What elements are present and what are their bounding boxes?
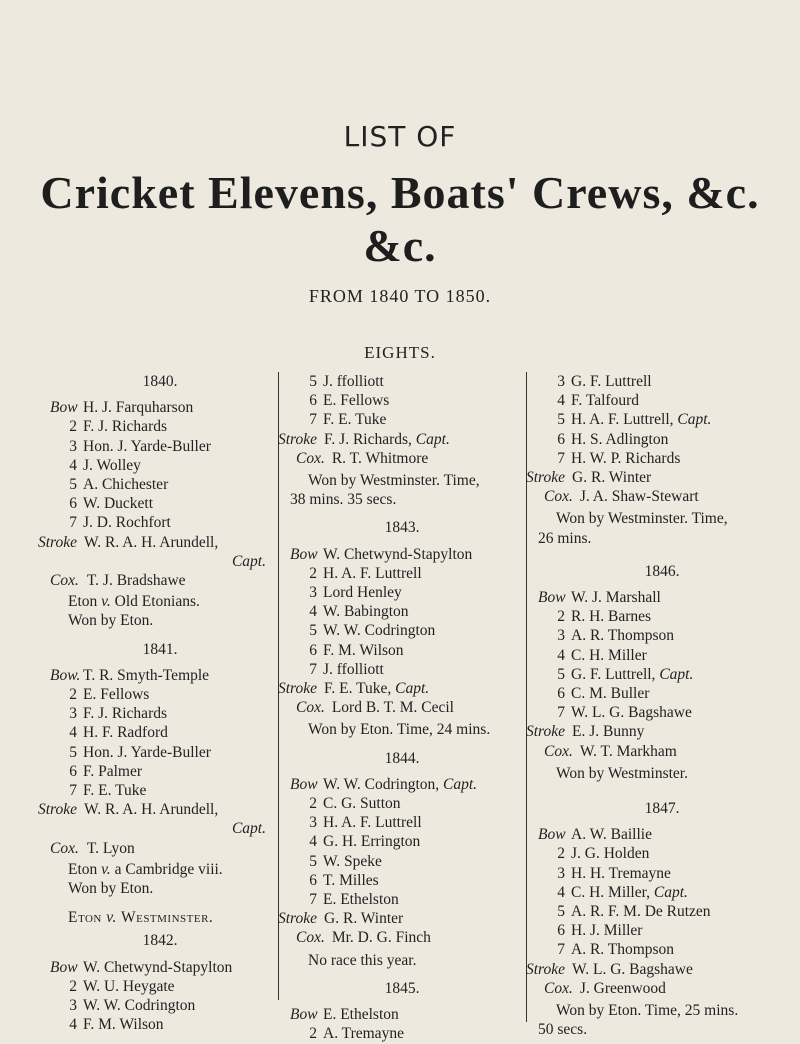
column-3 <box>526 372 786 1040</box>
crew-row <box>278 430 514 449</box>
rower-name: Hon. J. Yarde-Buller <box>83 743 211 761</box>
rower-name: J. ffolliott <box>323 660 384 678</box>
seat-label: 2 <box>557 845 565 863</box>
rower-name: F. M. Wilson <box>323 641 404 659</box>
stroke-row <box>526 960 786 979</box>
crew-row <box>290 813 514 832</box>
crew-row <box>290 372 514 391</box>
cox-row: Cox. T. J. Bradshawe <box>50 572 186 590</box>
rower-name: J. G. Holden <box>571 845 650 863</box>
seat-label: 2 <box>309 1025 317 1043</box>
rower-name: G. F. Luttrell, Capt. <box>571 665 694 683</box>
crew-row <box>50 437 270 456</box>
seat-label: Bow <box>290 775 318 793</box>
stroke-row <box>526 722 786 741</box>
rower-name: W. Chetwynd-Stapylton <box>83 958 233 976</box>
rower-name: W. L. G. Bagshawe <box>571 704 692 722</box>
crew-list-1846 <box>538 588 786 665</box>
rower-name: J. ffolliott <box>323 373 384 390</box>
seat-label: Cox. <box>296 699 325 717</box>
rower-name: A. R. F. M. De Rutzen <box>571 903 711 921</box>
seat-label: 5 <box>309 622 317 640</box>
section-heading-eights: EIGHTS. <box>364 343 436 362</box>
rower-name: G. H. Errington <box>323 833 421 851</box>
seat-label: 3 <box>557 627 565 645</box>
crew-row <box>290 871 514 890</box>
crew-row <box>538 844 786 863</box>
rower-name: A. R. Thompson <box>571 627 675 645</box>
crew-row <box>538 588 786 607</box>
rower-name: J. Greenwood <box>579 979 666 997</box>
year-heading: 1840. <box>142 373 178 390</box>
seat-label: Bow <box>50 958 78 976</box>
rower-name: W. Chetwynd-Stapylton <box>323 545 473 563</box>
race-time: 50 secs. <box>538 1021 588 1039</box>
seat-label: 7 <box>557 449 565 467</box>
rower-name: J. A. Shaw-Stewart <box>579 488 699 506</box>
crew-row <box>538 979 786 998</box>
rower-name: E. Fellows <box>323 392 390 410</box>
seat-label: 6 <box>309 871 317 889</box>
rower-name: R. H. Barnes <box>571 608 652 626</box>
seat-label: Cox. <box>544 979 573 997</box>
seat-label: Bow. <box>50 666 81 684</box>
race-result: Won by Eton. <box>68 880 154 898</box>
crew-row <box>526 722 786 741</box>
crew-row <box>50 723 270 742</box>
seat-label: 3 <box>557 864 565 882</box>
seat-label: 5 <box>557 903 565 921</box>
seat-label: 2 <box>557 608 565 626</box>
rower-name: C. M. Buller <box>571 685 650 703</box>
stroke-row <box>278 679 514 698</box>
year-heading: 1844. <box>384 749 420 767</box>
crew-row <box>290 852 514 871</box>
crew-list-1842-cont <box>290 372 514 430</box>
rower-name: F. Palmer <box>83 762 143 780</box>
rower-name: E. Ethelston <box>323 891 399 909</box>
crew-row <box>538 626 786 645</box>
seat-label: 6 <box>309 641 317 659</box>
stroke-row <box>526 468 786 487</box>
rower-name: G. R. Winter <box>572 469 652 487</box>
rower-name: J. D. Rochfort <box>83 514 171 532</box>
year-heading: 1843. <box>384 519 420 537</box>
seat-label: 6 <box>69 762 77 780</box>
crew-list-1845-cont2 <box>538 430 786 468</box>
seat-label: 7 <box>309 411 317 429</box>
crew-row <box>538 742 786 761</box>
crew-row <box>290 641 514 660</box>
rower-name: A. R. Thompson <box>571 941 675 959</box>
crew-row <box>538 825 786 844</box>
seat-label: 7 <box>69 782 77 800</box>
crew-row <box>50 743 270 762</box>
seat-label: 4 <box>309 603 317 621</box>
seat-label: 7 <box>557 704 565 722</box>
seat-label: 2 <box>309 564 317 582</box>
seat-label: 3 <box>69 437 77 455</box>
date-range: FROM 1840 TO 1850. <box>308 286 492 306</box>
crew-list-1847 <box>538 825 786 883</box>
seat-label: Stroke <box>526 723 566 741</box>
rower-name: A. W. Baillie <box>571 826 652 844</box>
seat-label: Cox. <box>544 488 573 506</box>
seat-label: 7 <box>69 514 77 532</box>
race-info: Eton v. Old Etonians. <box>68 593 200 611</box>
rower-name: Mr. D. G. Finch <box>331 929 431 947</box>
crew-row <box>290 928 514 947</box>
crew-row <box>50 996 270 1015</box>
rower-name: H. W. P. Richards <box>571 449 681 467</box>
rower-name: Hon. J. Yarde-Buller <box>83 437 211 455</box>
rower-name: R. T. Whitmore <box>331 449 429 467</box>
cox-row <box>538 742 786 761</box>
captain-row <box>538 410 786 429</box>
race-result: Won by Eton. Time, 25 mins. <box>556 1002 739 1020</box>
rower-name: W. J. Marshall <box>571 589 661 607</box>
rower-name: W. R. A. H. Arundell, <box>84 801 219 819</box>
crew-row <box>278 909 514 928</box>
year-heading: 1842. <box>142 932 178 950</box>
rower-name: A. Tremayne <box>323 1025 404 1043</box>
seat-label: 6 <box>557 685 565 703</box>
rower-name: Lord Henley <box>323 584 402 602</box>
rower-name: C. H. Miller, Capt. <box>571 883 688 901</box>
seat-label: Bow <box>290 545 318 563</box>
page-title: Cricket Elevens, Boats' Crews, &c. &c. <box>40 167 760 271</box>
crew-row <box>290 890 514 909</box>
seat-label: 3 <box>69 997 77 1015</box>
seat-label: 4 <box>557 392 565 410</box>
crew-row <box>50 977 270 996</box>
rower-name: H. J. Farquharson <box>83 399 194 417</box>
seat-label: Stroke <box>278 910 318 928</box>
rower-name: H. A. F. Luttrell <box>323 564 422 582</box>
seat-label: 3 <box>309 584 317 602</box>
cox-row <box>290 449 514 468</box>
crew-row <box>538 391 786 410</box>
crew-row <box>538 449 786 468</box>
rower-name: G. R. Winter <box>324 910 404 928</box>
crew-row <box>290 391 514 410</box>
crew-row <box>538 646 786 665</box>
seat-label: 5 <box>557 665 565 683</box>
seat-label: Bow <box>538 589 566 607</box>
captain-note: Capt. <box>231 820 266 838</box>
seat-label: Cox. <box>544 742 573 760</box>
seat-label: Bow <box>50 399 78 417</box>
crew-row <box>526 468 786 487</box>
seat-label: 6 <box>69 495 77 513</box>
crew-row <box>50 958 270 977</box>
seat-label: 2 <box>69 977 77 995</box>
crew-row <box>538 940 786 959</box>
seat-label: 4 <box>309 833 317 851</box>
crew-list-1845 <box>290 1005 514 1043</box>
seat-label: 5 <box>309 373 317 390</box>
crew-row <box>278 679 514 698</box>
rower-name: W. W. Codrington <box>83 997 196 1015</box>
crew-row <box>526 960 786 979</box>
seat-label: Stroke <box>278 430 318 448</box>
seat-label: 6 <box>557 922 565 940</box>
seat-label: 4 <box>69 456 77 474</box>
rower-name: H. F. Radford <box>83 724 168 742</box>
crew-row <box>538 684 786 703</box>
crew-row <box>538 487 786 506</box>
rower-name: H. A. F. Luttrell, Capt. <box>571 411 712 429</box>
captain-row <box>538 665 786 684</box>
rower-name: H. J. Miller <box>571 922 643 940</box>
year-heading: 1841. <box>142 640 178 658</box>
rower-name: F. E. Tuke <box>83 782 147 800</box>
crew-row <box>290 832 514 851</box>
crew-list-1840 <box>38 398 270 552</box>
rower-name: T. R. Smyth-Temple <box>83 666 210 684</box>
seat-label: 6 <box>557 430 565 448</box>
column-1 <box>38 372 270 1035</box>
race-result: Won by Eton. <box>68 612 154 630</box>
seat-label: 7 <box>309 660 317 678</box>
seat-label: 5 <box>309 852 317 870</box>
rower-name: G. F. Luttrell <box>571 373 652 390</box>
rower-name: W. Duckett <box>83 495 154 513</box>
captain-note: Capt. <box>231 552 266 570</box>
crew-row <box>290 621 514 640</box>
crew-row <box>50 704 270 723</box>
race-result: No race this year. <box>308 951 417 969</box>
rower-name: F. M. Wilson <box>83 1016 164 1034</box>
bow-row <box>290 775 514 794</box>
seat-label: 2 <box>69 418 77 436</box>
race-info: Eton v. a Cambridge viii. <box>68 860 223 878</box>
crew-row <box>538 864 786 883</box>
crew-row <box>50 456 270 475</box>
crew-list-1846-cont <box>538 684 786 722</box>
cox-row: Cox. T. Lyon <box>50 839 135 857</box>
crew-row <box>538 372 786 391</box>
seat-label: Stroke <box>526 960 566 978</box>
rower-name: F. J. Richards <box>83 705 168 723</box>
seat-label: 4 <box>69 1016 77 1034</box>
cox-row <box>538 979 786 998</box>
seat-label: 5 <box>69 476 77 494</box>
crew-row <box>290 410 514 429</box>
crew-row <box>290 1005 514 1024</box>
crew-row <box>538 607 786 626</box>
list-of-heading: LIST OF <box>343 120 457 153</box>
rower-name: H. A. F. Luttrell <box>323 814 422 832</box>
crew-row <box>290 1024 514 1043</box>
crew-row <box>50 685 270 704</box>
crew-row <box>290 660 514 679</box>
rower-name: Lord B. T. M. Cecil <box>331 699 454 717</box>
rower-name: W. W. Codrington <box>323 622 436 640</box>
crew-row <box>50 398 270 417</box>
crew-list-1842 <box>50 958 270 1035</box>
rower-name: E. Fellows <box>83 686 150 704</box>
rower-name: W. U. Heygate <box>83 977 175 995</box>
crew-row <box>50 762 270 781</box>
stroke-row <box>278 430 514 449</box>
seat-label: Stroke <box>278 680 318 698</box>
column-2 <box>278 372 514 1044</box>
rower-name: E. Ethelston <box>323 1006 399 1024</box>
crew-list-1844 <box>290 794 514 909</box>
crew-row <box>290 449 514 468</box>
rower-name: F. J. Richards <box>83 418 168 436</box>
rower-name: W. W. Codrington, Capt. <box>323 775 478 793</box>
seat-label: 4 <box>557 883 565 901</box>
crew-row <box>538 665 786 684</box>
rower-name: W. T. Markham <box>579 742 677 760</box>
race-result: Won by Eton. Time, 24 mins. <box>308 721 491 739</box>
crew-row <box>290 698 514 717</box>
seat-label: 5 <box>557 411 565 429</box>
crew-row <box>290 775 514 794</box>
crew-list-1847-cont <box>538 902 786 960</box>
crew-row <box>50 781 270 800</box>
race-heading: Eton v. Westminster. <box>68 909 214 927</box>
seat-label: 3 <box>309 814 317 832</box>
seat-label: Stroke <box>526 469 566 487</box>
race-time: 26 mins. <box>538 529 592 547</box>
crew-row <box>538 883 786 902</box>
seat-label: 2 <box>309 795 317 813</box>
seat-label: Bow <box>538 826 566 844</box>
seat-label: 2 <box>69 686 77 704</box>
crew-list-1841 <box>38 666 270 820</box>
rower-name: A. Chichester <box>83 476 169 494</box>
seat-label: Cox. <box>296 449 325 467</box>
race-result: Won by Westminster. Time, <box>556 510 728 528</box>
rower-name: W. Speke <box>323 852 382 870</box>
seat-label: 6 <box>309 392 317 410</box>
rower-name: T. Milles <box>323 871 379 889</box>
crew-row <box>50 417 270 436</box>
rower-name: W. Babington <box>323 603 409 621</box>
crew-list-1843 <box>290 545 514 679</box>
seat-label: 4 <box>69 724 77 742</box>
seat-label: Cox. <box>296 929 325 947</box>
crew-row <box>538 902 786 921</box>
stroke-row <box>278 909 514 928</box>
race-time: 38 mins. 35 secs. <box>290 491 397 509</box>
crew-row <box>290 545 514 564</box>
crew-list-1845-cont <box>538 372 786 410</box>
seat-label: 4 <box>557 646 565 664</box>
race-result: Won by Westminster. Time, <box>308 472 480 490</box>
seat-label: 3 <box>557 373 565 390</box>
crew-row <box>290 794 514 813</box>
rower-name: J. Wolley <box>83 456 141 474</box>
seat-label: Bow <box>290 1006 318 1024</box>
rower-name: W. R. A. H. Arundell, <box>84 533 219 551</box>
crew-row <box>50 1015 270 1034</box>
crew-row <box>50 475 270 494</box>
rower-name: F. Talfourd <box>571 392 639 410</box>
cox-row <box>290 698 514 717</box>
crew-row <box>538 430 786 449</box>
seat-label: Stroke <box>38 801 78 819</box>
crew-row <box>38 800 270 819</box>
crew-row <box>290 564 514 583</box>
crew-row <box>538 703 786 722</box>
year-heading: 1845. <box>384 979 420 997</box>
crew-row <box>290 583 514 602</box>
rower-name: F. E. Tuke, Capt. <box>324 680 430 698</box>
cox-row <box>290 928 514 947</box>
seat-label: Stroke <box>38 533 78 551</box>
rower-name: H. H. Tremayne <box>571 864 671 882</box>
rower-name: C. H. Miller <box>571 646 647 664</box>
seat-label: 7 <box>557 941 565 959</box>
captain-row <box>538 883 786 902</box>
cox-row <box>538 487 786 506</box>
seat-label: 3 <box>69 705 77 723</box>
crew-row <box>538 921 786 940</box>
crew-row <box>50 513 270 532</box>
rower-name: W. L. G. Bagshawe <box>572 960 693 978</box>
crew-row <box>50 666 270 685</box>
seat-label: 5 <box>69 743 77 761</box>
crew-row <box>38 533 270 552</box>
crew-row <box>538 410 786 429</box>
rower-name: F. E. Tuke <box>323 411 387 429</box>
rower-name: E. J. Bunny <box>572 723 645 741</box>
rower-name: H. S. Adlington <box>571 430 669 448</box>
race-result: Won by Westminster. <box>556 764 688 782</box>
crew-row <box>50 494 270 513</box>
seat-label: 7 <box>309 891 317 909</box>
rower-name: F. J. Richards, Capt. <box>324 430 450 448</box>
rower-name: C. G. Sutton <box>323 795 401 813</box>
year-heading: 1847. <box>644 800 680 818</box>
year-heading: 1846. <box>644 562 680 580</box>
crew-row <box>290 602 514 621</box>
